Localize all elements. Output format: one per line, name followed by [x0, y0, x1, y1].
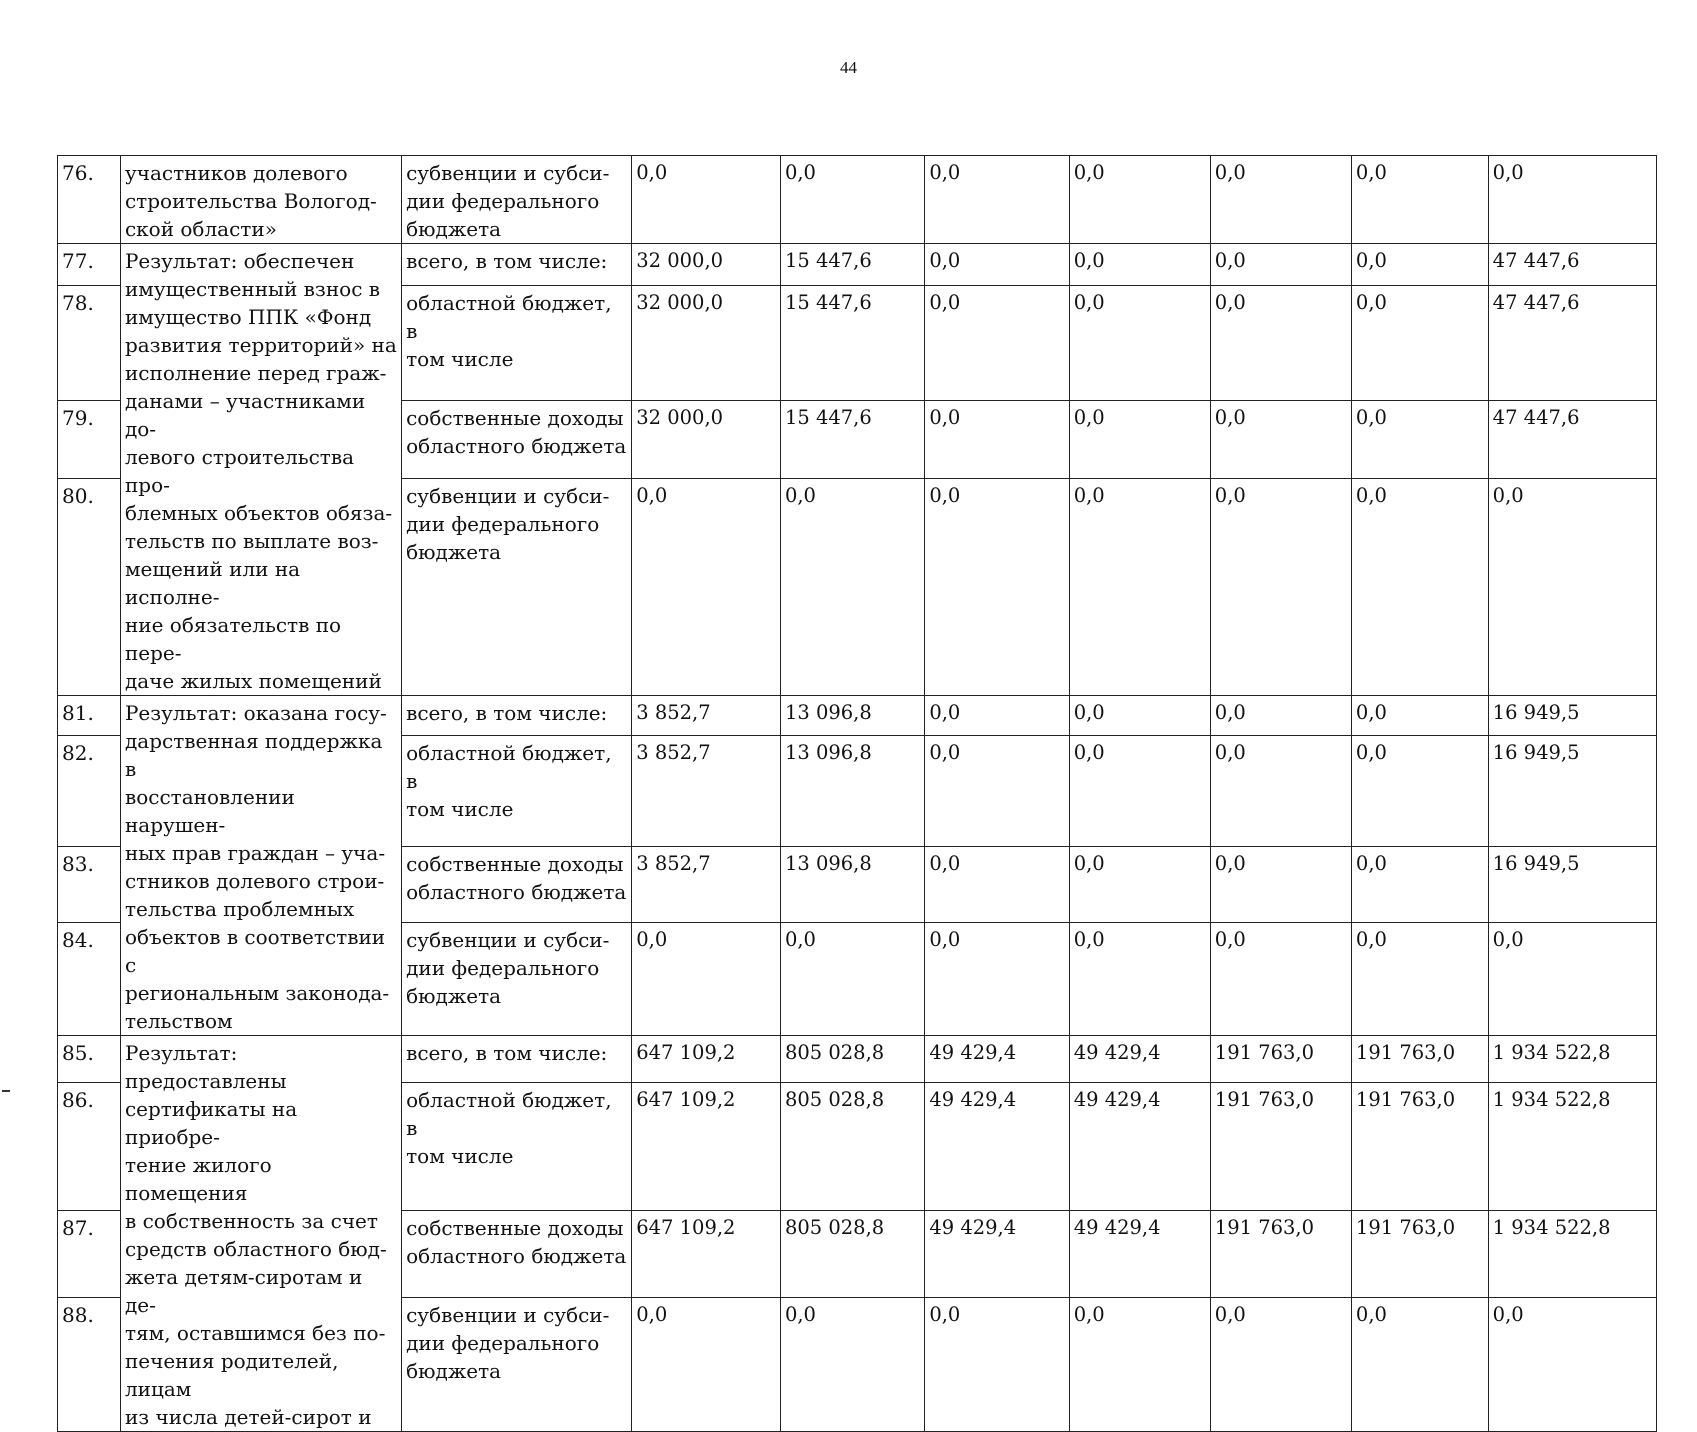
amount-cell: 15 447,6	[780, 400, 924, 478]
amount-cell: 0,0	[1210, 847, 1351, 923]
amount-total: 0,0	[1488, 1298, 1656, 1432]
amount-cell: 0,0	[1069, 244, 1210, 286]
amount-cell: 49 429,4	[925, 1210, 1069, 1297]
amount-cell: 0,0	[1069, 847, 1210, 923]
row-number: 85.	[58, 1036, 121, 1083]
amount-cell: 13 096,8	[780, 696, 924, 736]
row-number: 82.	[58, 736, 121, 847]
amount-cell: 32 000,0	[632, 285, 781, 400]
amount-cell: 3 852,7	[632, 847, 781, 923]
amount-cell: 0,0	[1351, 479, 1488, 696]
amount-total: 0,0	[1488, 479, 1656, 696]
funding-source: собственные доходы областного бюджета	[402, 847, 632, 923]
amount-cell: 805 028,8	[780, 1082, 924, 1210]
row-number: 79.	[58, 400, 121, 478]
amount-cell: 3 852,7	[632, 736, 781, 847]
budget-table	[57, 155, 1657, 1432]
amount-cell: 191 763,0	[1210, 1036, 1351, 1083]
funding-source: субвенции и субси- дии федерального бюджета	[402, 922, 632, 1035]
amount-cell: 0,0	[1210, 244, 1351, 286]
amount-total: 47 447,6	[1488, 244, 1656, 286]
amount-cell: 15 447,6	[780, 244, 924, 286]
amount-cell: 0,0	[1351, 285, 1488, 400]
amount-cell: 15 447,6	[780, 285, 924, 400]
result-description: Результат: предоставлены сертификаты на приобре- тение жилого помещения в собственность за счет средств областного бюд- жета детям-сиротам и де- тям, оставшимся без по- печения родителей, лицам из числа детей-сирот и	[120, 1036, 401, 1432]
table-row	[58, 244, 1657, 286]
amount-cell: 32 000,0	[632, 244, 781, 286]
result-description: участников долевого строительства Вологод- ской области»	[120, 156, 401, 244]
amount-cell: 0,0	[925, 400, 1069, 478]
amount-cell: 0,0	[1069, 479, 1210, 696]
amount-cell: 0,0	[1210, 285, 1351, 400]
page-number: 44	[840, 58, 857, 77]
amount-total: 1 934 522,8	[1488, 1082, 1656, 1210]
amount-cell: 647 109,2	[632, 1036, 781, 1083]
amount-cell: 0,0	[925, 1298, 1069, 1432]
amount-cell: 0,0	[1210, 696, 1351, 736]
amount-cell: 0,0	[780, 922, 924, 1035]
amount-cell: 49 429,4	[1069, 1036, 1210, 1083]
amount-cell: 0,0	[1069, 922, 1210, 1035]
amount-cell: 0,0	[925, 922, 1069, 1035]
amount-cell: 0,0	[1351, 736, 1488, 847]
amount-total: 16 949,5	[1488, 736, 1656, 847]
amount-cell: 0,0	[1069, 285, 1210, 400]
funding-source: собственные доходы областного бюджета	[402, 400, 632, 478]
amount-cell: 0,0	[1351, 156, 1488, 244]
amount-total: 47 447,6	[1488, 400, 1656, 478]
amount-cell: 49 429,4	[925, 1036, 1069, 1083]
amount-cell: 0,0	[1351, 400, 1488, 478]
amount-cell: 13 096,8	[780, 736, 924, 847]
amount-cell: 0,0	[1069, 696, 1210, 736]
amount-cell: 0,0	[925, 696, 1069, 736]
amount-cell: 0,0	[925, 156, 1069, 244]
amount-cell: 0,0	[1069, 400, 1210, 478]
amount-cell: 32 000,0	[632, 400, 781, 478]
funding-source: областной бюджет, в том числе	[402, 285, 632, 400]
funding-source: собственные доходы областного бюджета	[402, 1210, 632, 1297]
row-number: 86.	[58, 1082, 121, 1210]
row-number: 80.	[58, 479, 121, 696]
amount-cell: 0,0	[1210, 922, 1351, 1035]
amount-cell: 0,0	[925, 479, 1069, 696]
amount-cell: 49 429,4	[1069, 1082, 1210, 1210]
amount-cell: 49 429,4	[1069, 1210, 1210, 1297]
margin-mark	[2, 1090, 10, 1092]
amount-cell: 0,0	[632, 922, 781, 1035]
row-number: 76.	[58, 156, 121, 244]
amount-cell: 13 096,8	[780, 847, 924, 923]
amount-cell: 0,0	[925, 285, 1069, 400]
funding-source: всего, в том числе:	[402, 1036, 632, 1083]
amount-total: 0,0	[1488, 156, 1656, 244]
amount-cell: 0,0	[632, 1298, 781, 1432]
amount-cell: 0,0	[1351, 1298, 1488, 1432]
amount-cell: 0,0	[925, 244, 1069, 286]
amount-cell: 0,0	[1210, 736, 1351, 847]
funding-source: областной бюджет, в том числе	[402, 1082, 632, 1210]
amount-cell: 0,0	[632, 479, 781, 696]
amount-cell: 0,0	[1069, 156, 1210, 244]
amount-cell: 0,0	[780, 479, 924, 696]
amount-cell: 0,0	[1069, 1298, 1210, 1432]
amount-cell: 0,0	[1351, 847, 1488, 923]
table-row	[58, 156, 1657, 244]
amount-cell: 0,0	[925, 736, 1069, 847]
amount-cell: 49 429,4	[925, 1082, 1069, 1210]
amount-total: 1 934 522,8	[1488, 1210, 1656, 1297]
row-number: 77.	[58, 244, 121, 286]
amount-cell: 0,0	[1069, 736, 1210, 847]
table-row	[58, 1036, 1657, 1083]
amount-cell: 191 763,0	[1351, 1210, 1488, 1297]
amount-cell: 0,0	[1210, 156, 1351, 244]
funding-source: субвенции и субси- дии федерального бюджета	[402, 1298, 632, 1432]
table-row	[58, 696, 1657, 736]
amount-cell: 647 109,2	[632, 1210, 781, 1297]
row-number: 83.	[58, 847, 121, 923]
amount-total: 0,0	[1488, 922, 1656, 1035]
amount-cell: 0,0	[1210, 400, 1351, 478]
amount-cell: 0,0	[1351, 922, 1488, 1035]
amount-cell: 191 763,0	[1210, 1082, 1351, 1210]
funding-source: субвенции и субси- дии федерального бюджета	[402, 156, 632, 244]
amount-cell: 0,0	[780, 156, 924, 244]
row-number: 87.	[58, 1210, 121, 1297]
amount-cell: 191 763,0	[1351, 1082, 1488, 1210]
funding-source: всего, в том числе:	[402, 696, 632, 736]
amount-cell: 0,0	[1210, 1298, 1351, 1432]
amount-cell: 191 763,0	[1351, 1036, 1488, 1083]
amount-cell: 0,0	[925, 847, 1069, 923]
amount-total: 16 949,5	[1488, 847, 1656, 923]
row-number: 78.	[58, 285, 121, 400]
result-description: Результат: обеспечен имущественный взнос в имущество ППК «Фонд развития территорий» на исполнение перед граж- данами – участниками до- левого строительства про- блемных объектов обяза- тельств по выплате воз- мещений или на исполне- ние обязательств по пере- даче жилых помещений	[120, 244, 401, 696]
funding-source: субвенции и субси- дии федерального бюджета	[402, 479, 632, 696]
amount-total: 16 949,5	[1488, 696, 1656, 736]
amount-cell: 191 763,0	[1210, 1210, 1351, 1297]
amount-cell: 647 109,2	[632, 1082, 781, 1210]
row-number: 88.	[58, 1298, 121, 1432]
row-number: 84.	[58, 922, 121, 1035]
amount-cell: 0,0	[1351, 696, 1488, 736]
amount-cell: 805 028,8	[780, 1210, 924, 1297]
amount-cell: 805 028,8	[780, 1036, 924, 1083]
funding-source: всего, в том числе:	[402, 244, 632, 286]
amount-total: 47 447,6	[1488, 285, 1656, 400]
amount-cell: 3 852,7	[632, 696, 781, 736]
amount-total: 1 934 522,8	[1488, 1036, 1656, 1083]
row-number: 81.	[58, 696, 121, 736]
amount-cell: 0,0	[780, 1298, 924, 1432]
amount-cell: 0,0	[1351, 244, 1488, 286]
amount-cell: 0,0	[632, 156, 781, 244]
amount-cell: 0,0	[1210, 479, 1351, 696]
funding-source: областной бюджет, в том числе	[402, 736, 632, 847]
result-description: Результат: оказана госу- дарственная поддержка в восстановлении нарушен- ных прав граждан – уча- стников долевого строи- тельства проблемных объектов в соответствии с региональным законода- тельством	[120, 696, 401, 1036]
